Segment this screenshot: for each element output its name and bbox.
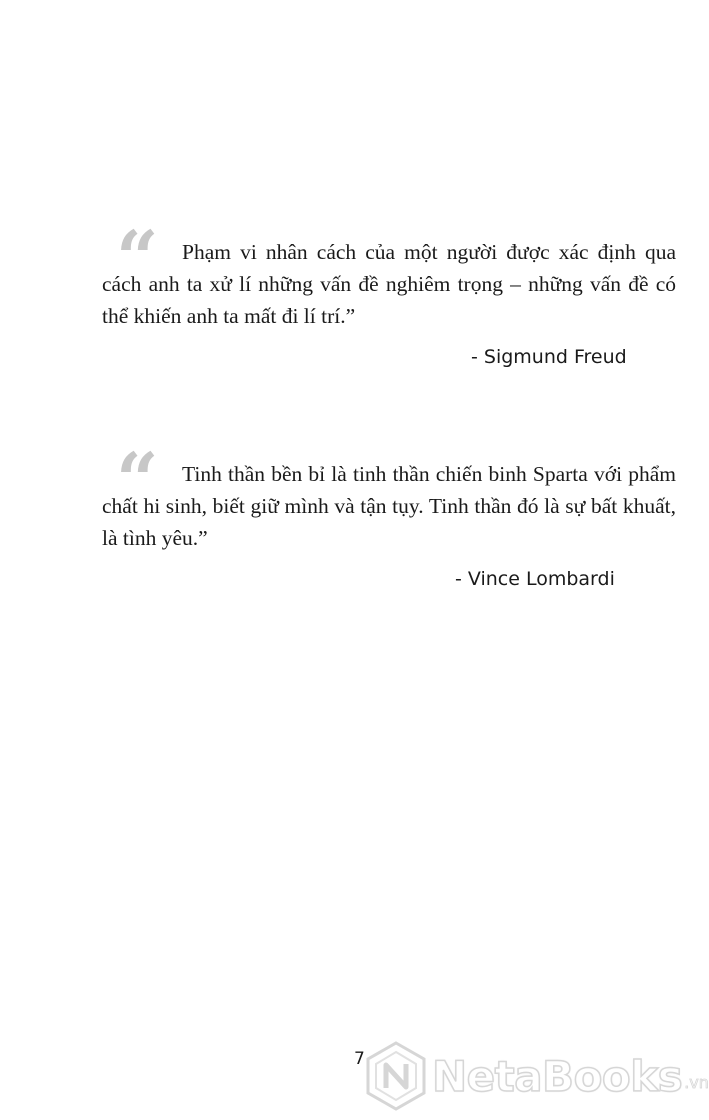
watermark <box>364 1038 709 1114</box>
open-quote-icon: “ <box>116 438 155 524</box>
quote-block-1 <box>102 216 676 332</box>
quote-author: - Sigmund Freud <box>471 346 627 368</box>
quote-text: Phạm vi nhân cách của một người được xác định qua cách anh ta xử lí những vấn đề nghiêm trọng – những vấn đề có thể khiến anh ta mất đi lí trí.” <box>102 240 676 328</box>
quote-block-2 <box>102 438 676 554</box>
open-quote-icon: “ <box>116 216 155 302</box>
quote-author: - Vince Lombardi <box>455 568 615 590</box>
quote-text: Tinh thần bền bỉ là tinh thần chiến binh Sparta với phẩm chất hi sinh, biết giữ mình và tận tụy. Tinh thần đó là sự bất khuất, là tình yêu.” <box>102 462 676 550</box>
page-number: 7 <box>354 1049 365 1069</box>
watermark-suffix: .vn <box>684 1073 709 1092</box>
watermark-brand: NetaBooks <box>432 1051 683 1101</box>
netabooks-logo-icon <box>364 1040 428 1112</box>
